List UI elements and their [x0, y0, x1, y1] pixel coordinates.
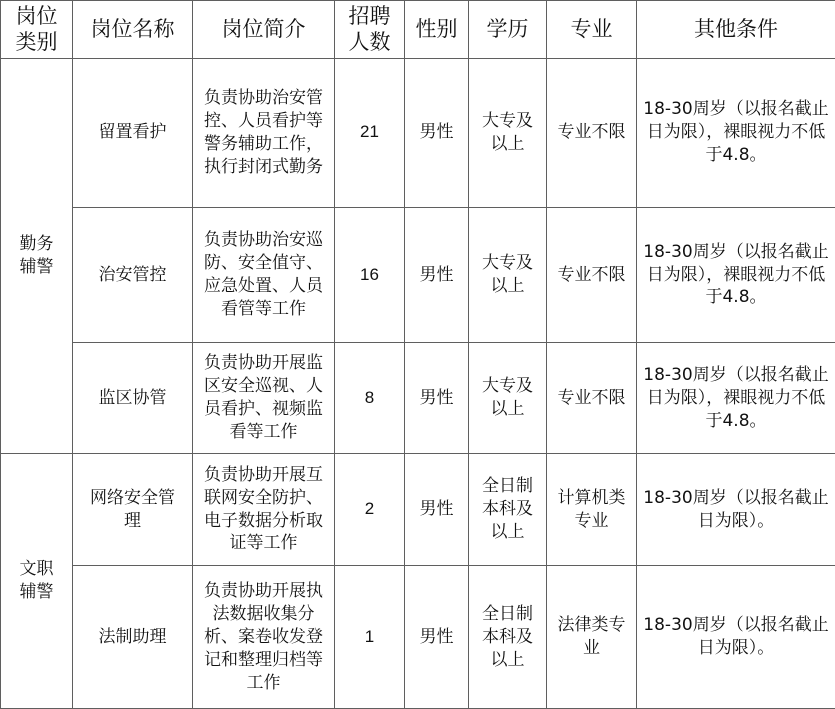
table-row	[1, 59, 835, 208]
table-row	[1, 343, 835, 454]
table-row	[1, 453, 835, 566]
education-cell: 全日制本科及以上	[469, 453, 547, 566]
position-intro-cell: 负责协助开展互联网安全防护、电子数据分析取证等工作	[193, 453, 335, 566]
gender-cell: 男性	[405, 453, 469, 566]
table-row	[1, 566, 835, 709]
category-cell: 文职辅警	[1, 453, 73, 708]
count-cell: 21	[335, 59, 405, 208]
gender-cell: 男性	[405, 343, 469, 454]
gender-cell: 男性	[405, 59, 469, 208]
header-education: 学历	[469, 1, 547, 59]
major-cell: 专业不限	[547, 343, 637, 454]
category-cell: 勤务辅警	[1, 59, 73, 454]
count-cell: 16	[335, 207, 405, 343]
other-conditions-cell: 18-30周岁（以报名截止日为限）。	[637, 453, 835, 566]
count-cell: 1	[335, 566, 405, 709]
gender-cell: 男性	[405, 207, 469, 343]
count-cell: 8	[335, 343, 405, 454]
position-intro-cell: 负责协助治安管控、人员看护等警务辅助工作，执行封闭式勤务	[193, 59, 335, 208]
header-gender: 性别	[405, 1, 469, 59]
header-major: 专业	[547, 1, 637, 59]
other-conditions-cell: 18-30周岁（以报名截止日为限），裸眼视力不低于4.8。	[637, 59, 835, 208]
major-cell: 法律类专业	[547, 566, 637, 709]
gender-cell: 男性	[405, 566, 469, 709]
position-name-cell: 监区协管	[73, 343, 193, 454]
education-cell: 大专及以上	[469, 59, 547, 208]
header-count: 招聘人数	[335, 1, 405, 59]
header-other-conditions: 其他条件	[637, 1, 835, 59]
count-cell: 2	[335, 453, 405, 566]
header-row	[1, 1, 835, 59]
header-position-name: 岗位名称	[73, 1, 193, 59]
education-cell: 全日制本科及以上	[469, 566, 547, 709]
other-conditions-cell: 18-30周岁（以报名截止日为限），裸眼视力不低于4.8。	[637, 207, 835, 343]
major-cell: 专业不限	[547, 59, 637, 208]
major-cell: 专业不限	[547, 207, 637, 343]
position-intro-cell: 负责协助开展监区安全巡视、人员看护、视频监看等工作	[193, 343, 335, 454]
position-intro-cell: 负责协助开展执法数据收集分析、案卷收发登记和整理归档等工作	[193, 566, 335, 709]
other-conditions-cell: 18-30周岁（以报名截止日为限）。	[637, 566, 835, 709]
other-conditions-cell: 18-30周岁（以报名截止日为限），裸眼视力不低于4.8。	[637, 343, 835, 454]
position-name-cell: 留置看护	[73, 59, 193, 208]
position-name-cell: 网络安全管理	[73, 453, 193, 566]
table-row	[1, 207, 835, 343]
position-name-cell: 法制助理	[73, 566, 193, 709]
header-category: 岗位类别	[1, 1, 73, 59]
education-cell: 大专及以上	[469, 207, 547, 343]
major-cell: 计算机类专业	[547, 453, 637, 566]
header-position-intro: 岗位简介	[193, 1, 335, 59]
position-intro-cell: 负责协助治安巡防、安全值守、应急处置、人员看管等工作	[193, 207, 335, 343]
education-cell: 大专及以上	[469, 343, 547, 454]
position-name-cell: 治安管控	[73, 207, 193, 343]
